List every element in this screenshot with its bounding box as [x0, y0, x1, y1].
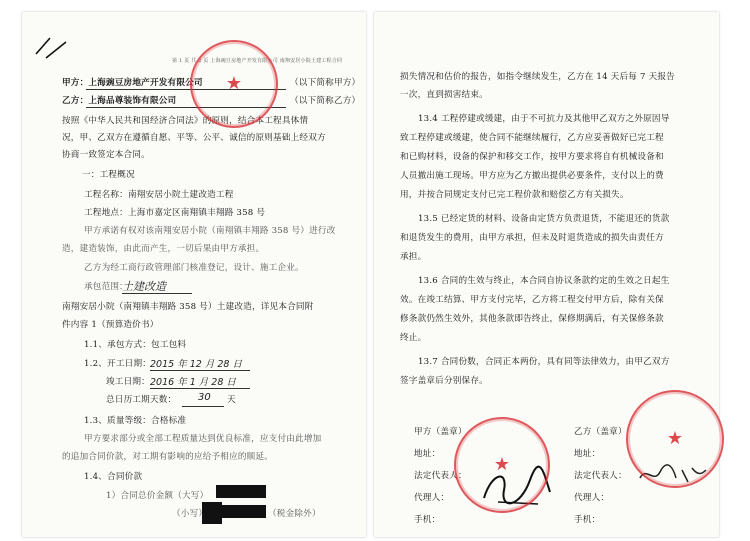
- clause-13-5-line-1: 13.5 已经定货的材料、设备由定货方负责退货，不能退还的货款: [418, 214, 670, 224]
- contract-page-1: [22, 12, 366, 537]
- clause-13-5-line-3: 承担。: [400, 252, 427, 262]
- clause-13-6-line-4: 终止。: [400, 333, 427, 343]
- clause-13-6-line-2: 效。在竣工结算、甲方支付完毕，乙方将工程交付甲方后，除有关保: [400, 295, 664, 305]
- price-line-1: 1）合同总价金额（大写）: [106, 491, 209, 501]
- clause-13-4-line-1: 13.4 工程停建或缓建，由于不可抗力及其他甲乙双方之外原因导: [418, 114, 670, 124]
- start-date-label: 1.2、开工日期：: [84, 359, 152, 369]
- redaction-bar: [222, 505, 266, 518]
- start-date-value: 2015 年 12 月 28 日: [150, 359, 242, 370]
- scope-handwritten: 土建改造: [122, 280, 166, 293]
- clause-13-6-line-1: 13.6 合同的生效与终止，本合同自协议条款约定的生效之日起生: [418, 276, 670, 286]
- clause-13-4-line-3: 和已购材料，设备的保护和移交工作，按甲方要求将自有机械设备和: [400, 152, 664, 162]
- seal-star-icon: ★: [666, 428, 684, 449]
- party-a-line: [62, 78, 203, 89]
- redaction-bar: [216, 485, 266, 498]
- party-b-line: 乙方：上海品尊装饰有限公司: [62, 96, 177, 106]
- quality-line-1: 甲方要求部分或全部工程质量达到优良标准，应支付由此增加: [84, 434, 322, 444]
- sig-b-rep: 法定代表人：: [574, 471, 627, 481]
- duration-underline: [182, 406, 224, 407]
- page-header: 第 1 页 共 2 页 上海豌豆房地产开发有限公司 南翔安居小院土建工程合同: [172, 58, 343, 64]
- seal-star-icon: ★: [493, 454, 511, 475]
- scope-line-6: 件内容 1（预算造价书）: [62, 320, 159, 330]
- project-name: 工程名称：南翔安居小院土建改造工程: [84, 190, 234, 200]
- sig-b-party: 乙方（盖章）: [574, 427, 627, 437]
- sig-b-phone: 手机：: [574, 515, 601, 525]
- scope-line-2: 造，建造装饰，由此而产生，一切后果由甲方承担。: [62, 244, 265, 254]
- clause-13-6-line-3: 修条款仍然生效外，其他条款即告终止，保修期满后，有关保修条款: [400, 314, 664, 324]
- intro-line-3: 协商一致签定本合同。: [62, 150, 150, 160]
- start-date-underline: [150, 370, 250, 371]
- pen-mark: [32, 32, 72, 62]
- clause-13-7-line-1: 13.7 合同份数，合同正本两份，具有同等法律效力，由甲乙双方: [418, 357, 670, 367]
- sig-b-address: 地址：: [574, 449, 601, 459]
- clause-13-4-line-5: 用，并按合同规定支付已完工程价款和赔偿乙方有关损失。: [400, 190, 629, 200]
- end-date-label: 竣工日期：: [106, 377, 150, 387]
- end-date-underline: [150, 388, 250, 389]
- quality-line-2: 的追加合同价款，对工期有影响的应给予相应的顺延。: [62, 452, 274, 462]
- duration-unit: 天: [227, 395, 236, 405]
- seal-party-b: [626, 390, 724, 488]
- price-line-2b: （税金除外）: [268, 509, 321, 519]
- clause-13-4-line-2: 致工程停建或缓建，使合同不能继续履行，乙方应妥善做好已完工程: [400, 133, 664, 143]
- clause-13-5-line-2: 和退货发生的费用，由甲方承担，但未及时退货造成的损失由责任方: [400, 233, 664, 243]
- end-date-value: 2016 年 1 月 28 日: [150, 377, 236, 388]
- intro-line-2: 况，甲、乙双方在遵循自愿、平等、公平、诚信的原则基础上经双方: [62, 133, 326, 143]
- sig-a-party: 甲方（盖章）: [414, 427, 467, 437]
- party-a-text: 甲方：上海豌豆房地产开发有限公司: [62, 78, 203, 88]
- price-line-2a: （小写）: [172, 509, 208, 519]
- cont-line-1: 损失情况和估价的报告，如指令继续发生，乙方在 14 天后每 7 天报告: [400, 72, 675, 82]
- contract-page-2: [374, 12, 719, 537]
- sig-b-agent: 代理人：: [574, 493, 610, 503]
- duration-label: 总日历工期天数：: [106, 395, 177, 405]
- party-a-note: （以下简称甲方）: [290, 78, 361, 88]
- seal-party-a: [454, 417, 550, 513]
- party-b-note: （以下简称乙方）: [290, 96, 361, 106]
- clause-13-4-line-4: 人员撤出施工现场。甲方应为乙方撤出提供必要条件，支付以上的费: [400, 171, 664, 181]
- cont-line-2: 一次，直到损害结束。: [400, 90, 488, 100]
- scope-line-3: 乙方为经工商行政管理部门核准登记，设计、施工企业。: [84, 263, 304, 273]
- scope-line-4: 承包范围：: [84, 282, 128, 292]
- scope-underline: [122, 293, 192, 294]
- sig-a-address: 地址：: [414, 449, 441, 459]
- contract-method: 1.1、承包方式：包工包料: [84, 340, 187, 350]
- sig-a-rep: 法定代表人：: [414, 471, 467, 481]
- scope-line-5: 南翔安居小院（南翔镇丰翔路 358 号）土建改造，详见本合同附: [62, 302, 314, 312]
- scope-line-1: 甲方承诺有权对该南翔安居小院（南翔镇丰翔路 358 号）进行改: [84, 226, 336, 236]
- quality-grade: 1.3、质量等级：合格标准: [84, 416, 187, 426]
- duration-value: 30: [198, 392, 211, 403]
- project-address: 工程地点：上海市嘉定区南翔镇丰翔路 358 号: [84, 208, 266, 218]
- sig-a-phone: 手机：: [414, 515, 441, 525]
- section-1-title: 一：工程概况: [82, 170, 135, 180]
- clause-13-7-line-2: 签字盖章后分别保存。: [400, 376, 488, 386]
- sig-a-agent: 代理人：: [414, 493, 450, 503]
- seal-star-icon: ★: [225, 73, 243, 94]
- contract-price-title: 1.4、合同价款: [84, 472, 143, 482]
- intro-line-1: 按照《中华人民共和国经济合同法》的原则，结合本工程具体情: [62, 116, 309, 126]
- company-seal-stamp: [190, 40, 278, 128]
